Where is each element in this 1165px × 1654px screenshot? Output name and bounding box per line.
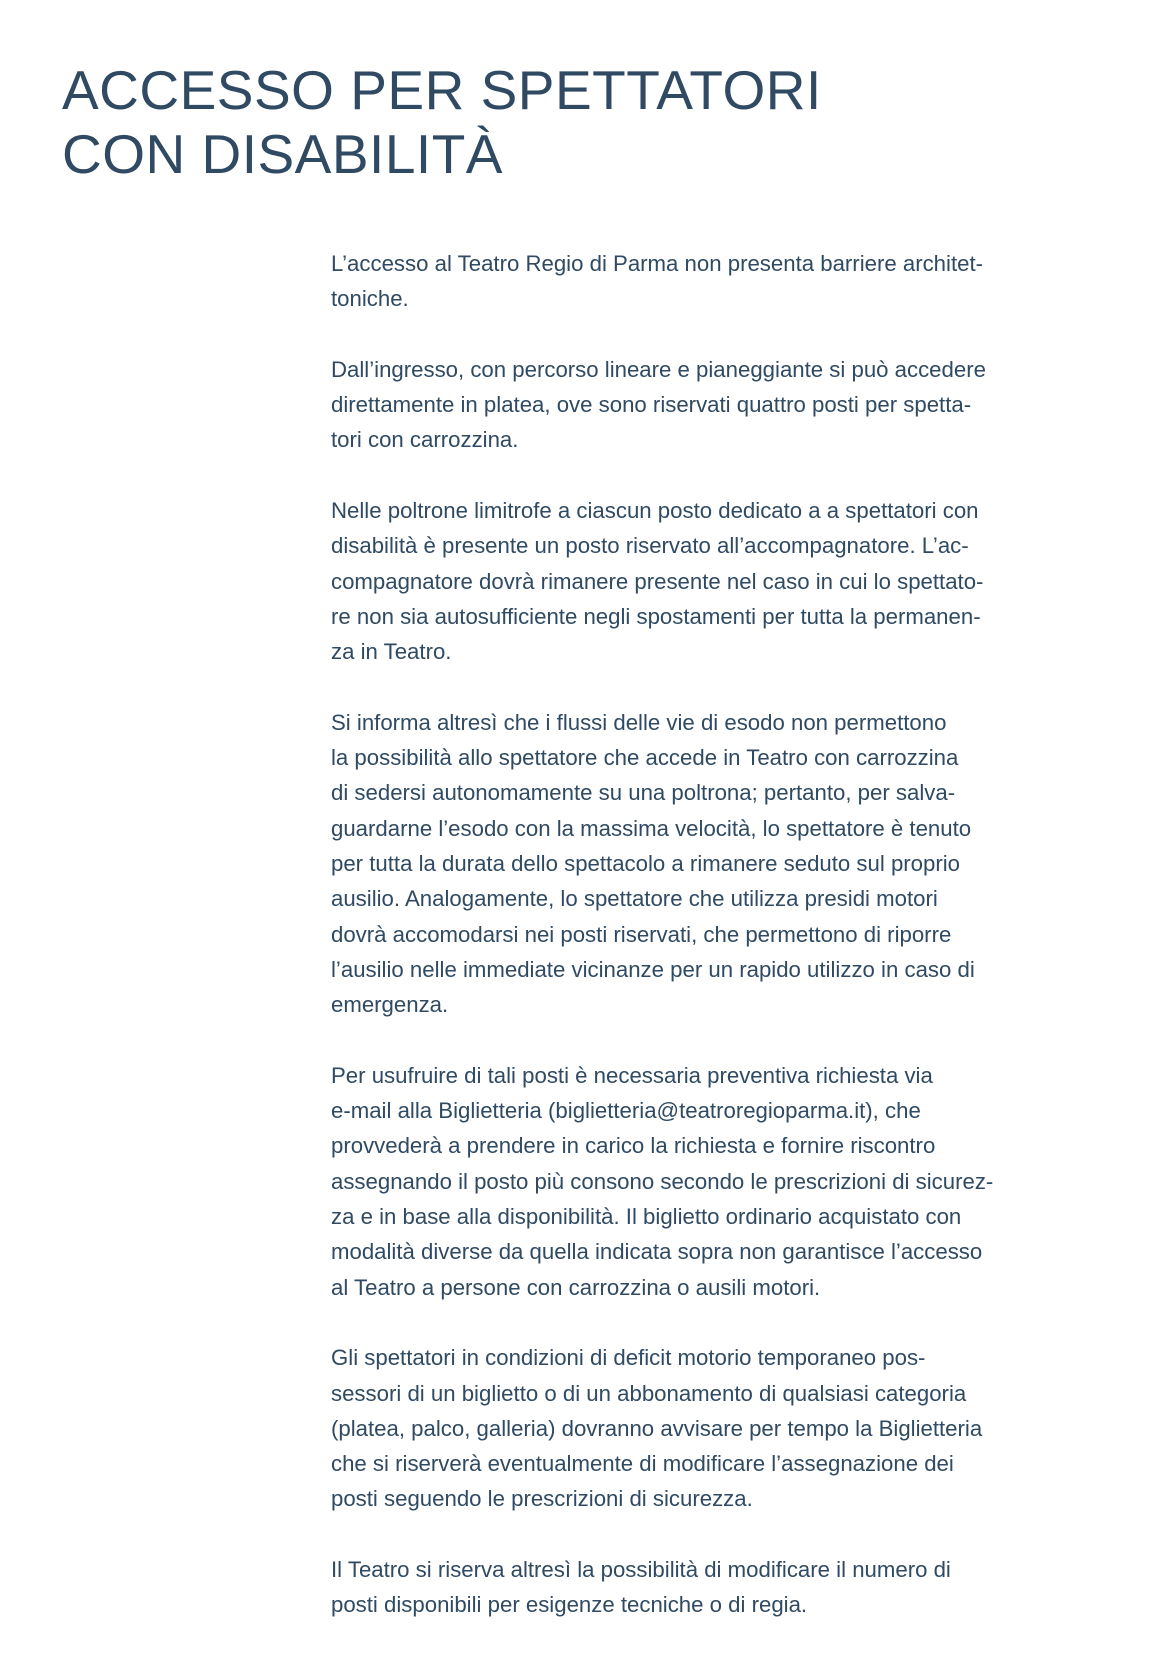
- text-line: toniche.: [331, 286, 409, 312]
- text-line: disabilità è presente un posto riservato all’accompagnatore. L’ac-: [331, 533, 969, 559]
- page-title: [62, 58, 1062, 186]
- text-line: al Teatro a persone con carrozzina o ausili motori.: [331, 1274, 821, 1300]
- text-line: dovrà accomodarsi nei posti riservati, che permettono di riporre: [331, 921, 952, 947]
- text-line: di sedersi autonomamente su una poltrona; pertanto, per salva-: [331, 780, 956, 806]
- text-line: e-mail alla Biglietteria (biglietteria@teatroregioparma.it), che: [331, 1098, 921, 1124]
- paragraph-evacuation: [331, 705, 1111, 1023]
- text-line: modalità diverse da quella indicata sopra non garantisce l’accesso: [331, 1239, 983, 1265]
- text-line: emergenza.: [331, 992, 449, 1018]
- text-line: l’ausilio nelle immediate vicinanze per un rapido utilizzo in caso di: [331, 956, 975, 982]
- paragraph-temporary-deficit: [331, 1340, 1111, 1516]
- text-line: L’accesso al Teatro Regio di Parma non presenta barriere architet-: [331, 251, 984, 276]
- text-line: per tutta la durata dello spettacolo a rimanere seduto sul proprio: [331, 851, 961, 877]
- text-line: za in Teatro.: [331, 639, 452, 665]
- text-line: Il Teatro si riserva altresì la possibilità di modificare il numero di: [331, 1556, 951, 1582]
- text-line: assegnando il posto più consono secondo le prescrizioni di sicurez-: [331, 1168, 994, 1194]
- text-line: Nelle poltrone limitrofe a ciascun posto dedicato a a spettatori con: [331, 498, 979, 524]
- text-line: la possibilità allo spettatore che accede in Teatro con carrozzina: [331, 745, 959, 771]
- text-line: ausilio. Analogamente, lo spettatore che utilizza presidi motori: [331, 886, 938, 912]
- text-line: posti seguendo le prescrizioni di sicurezza.: [331, 1486, 753, 1512]
- paragraph-no-barriers: [331, 246, 1111, 317]
- text-line: che si riserverà eventualmente di modificare l’assegnazione dei: [331, 1451, 954, 1477]
- text-line: Per usufruire di tali posti è necessaria preventiva richiesta via: [331, 1062, 933, 1088]
- paragraph-booking: [331, 1058, 1111, 1305]
- text-line: Dall’ingresso, con percorso lineare e pianeggiante si può accedere: [331, 356, 986, 382]
- text-line: guardarne l’esodo con la massima velocità, lo spettatore è tenuto: [331, 815, 972, 841]
- title-line: CON DISABILITÀ: [62, 123, 503, 185]
- text-line: direttamente in platea, ove sono riservati quattro posti per spetta-: [331, 392, 972, 418]
- paragraph-companion: [331, 493, 1111, 669]
- text-line: provvederà a prendere in carico la richiesta e fornire riscontro: [331, 1133, 936, 1159]
- text-line: za e in base alla disponibilità. Il biglietto ordinario acquistato con: [331, 1204, 962, 1230]
- text-line: Si informa altresì che i flussi delle vie di esodo non permettono: [331, 709, 947, 735]
- text-line: tori con carrozzina.: [331, 427, 519, 453]
- text-line: re non sia autosufficiente negli spostamenti per tutta la permanen-: [331, 603, 981, 629]
- text-line: sessori di un biglietto o di un abbonamento di qualsiasi categoria: [331, 1380, 967, 1406]
- text-line: (platea, palco, galleria) dovranno avvisare per tempo la Biglietteria: [331, 1415, 983, 1441]
- text-line: Gli spettatori in condizioni di deficit motorio temporaneo pos-: [331, 1345, 926, 1371]
- title-line: ACCESSO PER SPETTATORI: [62, 59, 822, 121]
- text-line: compagnatore dovrà rimanere presente nel caso in cui lo spettato-: [331, 568, 984, 594]
- paragraph-entrance: [331, 352, 1111, 458]
- body-text: [331, 246, 1111, 1623]
- text-line: posti disponibili per esigenze tecniche o di regia.: [331, 1592, 808, 1618]
- paragraph-reservation-note: [331, 1552, 1111, 1623]
